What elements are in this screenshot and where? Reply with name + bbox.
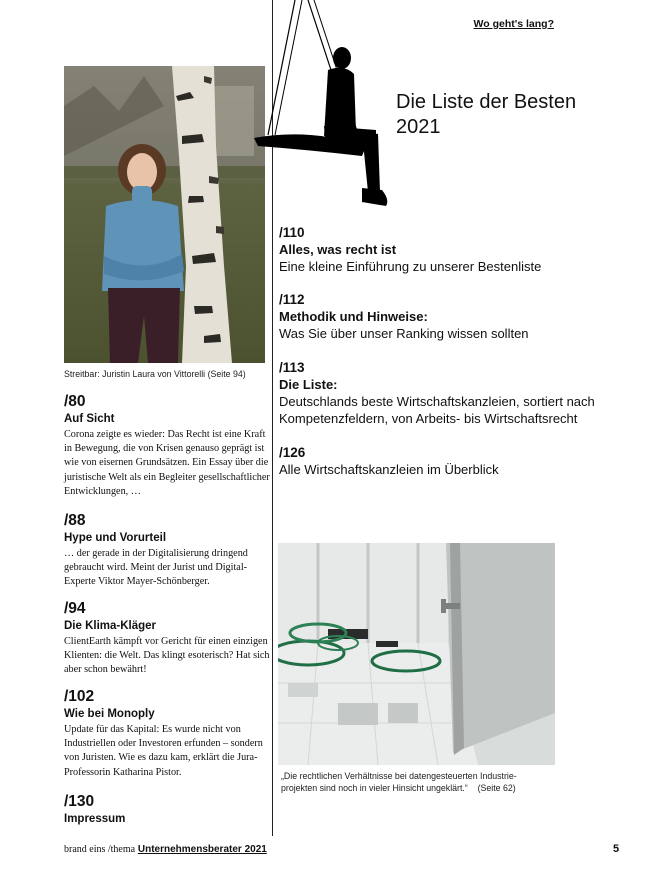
toc-entry-88[interactable] xyxy=(64,512,270,590)
entry-number: /102 xyxy=(64,688,95,705)
entry-teaser: Deutschlands beste Wirtschaftskanzleien, sortiert nach Kompetenzfeldern, von Arbeits- bis Wirtschaftsrecht xyxy=(279,394,595,426)
entry-teaser: Eine kleine Einführung zu unserer Bestenliste xyxy=(279,259,542,274)
page-title xyxy=(396,90,636,140)
server-room-illustration xyxy=(278,543,555,765)
toc-entry-112[interactable] xyxy=(279,291,624,342)
toc-entry-110[interactable] xyxy=(279,224,624,275)
server-room-photo xyxy=(278,543,555,765)
caption-line1: „Die rechtlichen Verhältnisse bei datengesteuerten Industrie- xyxy=(281,771,517,781)
section-nav-link[interactable]: Wo geht's lang? xyxy=(473,18,554,30)
entry-teaser: Alle Wirtschaftskanzleien im Überblick xyxy=(279,462,499,477)
entry-number: /112 xyxy=(279,292,305,307)
caption-line2: projekten sind noch in vieler Hinsicht ungeklärt.“ (Seite 62) xyxy=(281,783,516,793)
toc-entry-126[interactable] xyxy=(279,444,624,478)
entry-teaser: Corona zeigte es wieder: Das Recht ist eine Kraft in Bewegung, die von Krisen genauso geprägt ist wie von eisernen Grundsätzen. Ein Essay über die juristische Welt als ein Begleiter gesellschaftlicher Entwicklungen, … xyxy=(64,429,270,497)
toc-entry-80[interactable] xyxy=(64,393,270,499)
toc-entry-130[interactable] xyxy=(64,793,270,826)
portrait-photo xyxy=(64,66,265,363)
footer-brand: brand eins /thema xyxy=(64,844,136,855)
entry-teaser: ClientEarth kämpft vor Gericht für einen einzigen Klienten: die Welt. Das klingt esoterisch? Hat sich aber schon bewährt! xyxy=(64,636,270,676)
entry-heading: Alles, was recht ist xyxy=(279,242,397,257)
footer-publication xyxy=(64,844,267,855)
toc-entry-102[interactable] xyxy=(64,688,270,780)
entry-heading: Impressum xyxy=(64,813,126,825)
entry-number: /88 xyxy=(64,512,86,529)
caption-page-ref: (Seite 62) xyxy=(477,783,516,793)
entry-teaser: … der gerade in der Digitalisierung dringend gebraucht wird. Meint der Jurist und Digital-Experte Viktor Mayer-Schönberger. xyxy=(64,548,248,588)
entry-teaser: Update für das Kapital: Es wurde nicht von Industriellen oder Investoren erfunden – sondern von Juristen. Wie es dazu kam, erklärt die Jura-Professorin Katharina Pistor. xyxy=(64,724,263,778)
swing-silhouette-illustration xyxy=(250,0,390,210)
entry-teaser: Was Sie über unser Ranking wissen sollten xyxy=(279,326,529,341)
entry-number: /80 xyxy=(64,393,86,410)
entry-number: /94 xyxy=(64,600,86,617)
footer-issue-title[interactable]: Unternehmensberater 2021 xyxy=(137,844,267,855)
entry-heading: Hype und Vorurteil xyxy=(64,532,167,544)
toc-entry-94[interactable] xyxy=(64,600,270,678)
portrait-illustration xyxy=(64,66,265,363)
entry-heading: Die Klima-Kläger xyxy=(64,620,157,632)
server-room-caption xyxy=(281,770,581,794)
toc-entry-113[interactable] xyxy=(279,359,624,427)
entry-heading: Wie bei Monoply xyxy=(64,708,155,720)
entry-heading: Methodik und Hinweise: xyxy=(279,309,428,324)
portrait-caption: Streitbar: Juristin Laura von Vittorelli (Seite 94) xyxy=(64,369,246,379)
entry-number: /130 xyxy=(64,793,95,810)
entry-number: /126 xyxy=(279,445,306,460)
page-title-year: 2021 xyxy=(396,116,441,138)
page-number: 5 xyxy=(613,843,620,855)
entry-heading: Die Liste: xyxy=(279,377,338,392)
entry-number: /110 xyxy=(279,225,305,240)
entry-number: /113 xyxy=(279,360,305,375)
entry-heading: Auf Sicht xyxy=(64,413,115,425)
page-title-line1: Die Liste der Besten xyxy=(396,91,577,113)
